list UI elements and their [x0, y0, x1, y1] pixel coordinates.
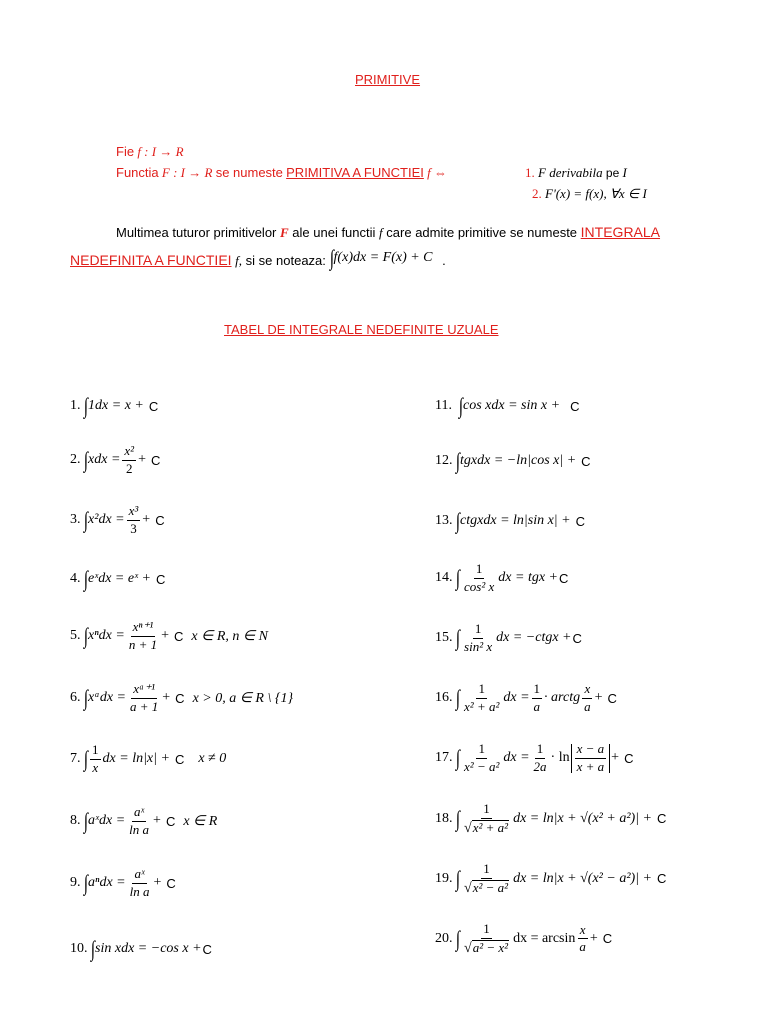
formula-3: 3. ∫ x²dx = $\frac{\text{x³}}{3}$ + C [70, 503, 165, 536]
integral-sign-icon: ∫ [455, 508, 461, 533]
formula-4: 4. ∫ eˣdx = eˣ + C [70, 566, 166, 591]
integral-sign-icon: ∫ [455, 925, 461, 951]
formula-2: 2. ∫ xdx = $\frac{\text{x²}}{2}$ + C [70, 443, 161, 476]
formula-8: 8. ∫ aˣdx = $\frac{\text{aˣ}}{\text{ln a}}$ + C x ∈ R [70, 804, 218, 837]
fraction: $\frac{x}{a}$ [584, 681, 591, 714]
fraction: $\frac{1}{2a}$ [533, 741, 547, 774]
fraction: $\frac{\text{xᵃ⁺¹}}{a + 1}$ [129, 681, 159, 714]
condition-1: 1. F derivabila pe I [525, 165, 627, 180]
formula-19: 19. ∫ 1 √ x² − a² dx = ln|x + √(x² − a²)| + C [435, 861, 667, 896]
fraction: $\frac{1}{a}$ [533, 681, 541, 714]
condition-2: 2. F'(x) = f(x), ∀x ∈ I [532, 186, 647, 201]
fraction: $\frac{x}{a}$ [579, 921, 586, 955]
formula-10: 10. ∫ sin xdx = −cos x + C [70, 936, 212, 961]
integral-sign-icon: ∫ [455, 565, 461, 591]
formula-5: 5. ∫ xⁿdx = $\frac{\text{xⁿ⁺¹}}{n + 1}$ + C x ∈ R, n ∈ N [70, 619, 268, 652]
definition-paragraph-line2: NEDEFINITA A FUNCTIEI f, si se noteaza: ∫ f(x)dx = F(x) + C . [70, 245, 446, 270]
fraction: $\frac{\text{aˣ}}{\text{ln a}}$ [129, 804, 150, 837]
square-root: √ x² + a² [464, 819, 509, 836]
fraction: $\frac{\text{x³}}{3}$ [128, 503, 139, 536]
integral-sign-icon: ∫ [455, 625, 461, 651]
integral-sign-icon: ∫ [83, 393, 89, 418]
formula-12: 12. ∫ tgxdx = −ln|cos x| + C [435, 448, 591, 473]
definition-fie: Fie f : I → R [116, 144, 184, 159]
integral-sign-icon: ∫ [83, 808, 89, 834]
integral-sign-icon: ∫ [83, 566, 89, 591]
fraction: $\frac{x - a}{x + a}$ [576, 741, 605, 774]
formula-16: 16. ∫ $\frac{1}{\text{x² + a²}}$ dx = $\frac{1}{a}$ · arctg $\frac{x}{a}$ + C [435, 681, 617, 714]
integral-sign-icon: ∫ [83, 685, 89, 711]
formula-11: 11. ∫ cos xdx = sin x + C [435, 393, 580, 418]
definition-paragraph-line1: Multimea tuturor primitivelor F ale unei functii f care admite primitive se numeste INTEGRALA [116, 224, 661, 240]
integral-sign-icon: ∫ [83, 623, 89, 649]
formula-6: 6. ∫ xᵃdx = $\frac{\text{xᵃ⁺¹}}{a + 1}$ + C x > 0, a ∈ R \ {1} [70, 681, 294, 714]
fraction: $\frac{\text{aˣ}}{\text{ln a}}$ [129, 866, 150, 899]
fraction: $\frac{\text{xⁿ⁺¹}}{n + 1}$ [128, 619, 158, 652]
integral-sign-icon: ∫ [83, 746, 89, 772]
fraction: $\frac{1}{x}$ [92, 742, 99, 775]
fraction: 1 √ x² + a² [462, 802, 511, 836]
square-root: √ a² − x² [464, 939, 509, 956]
formula-18: 18. ∫ 1 √ x² + a² dx = ln|x + √(x² + a²)| + C [435, 801, 667, 836]
integral-sign-icon: ∫ [83, 870, 89, 896]
formula-20: 20. ∫ 1 √ a² − x² dx = arcsin $\frac{x}{a}$ + C [435, 921, 613, 956]
fraction: 1 √ a² − x² [462, 922, 511, 956]
formula-13: 13. ∫ ctgxdx = ln|sin x| + C [435, 508, 585, 533]
formula-14: 14. ∫ $\frac{1}{\text{cos² x}}$ dx = tgx + C [435, 561, 569, 594]
formula-7: 7. ∫ $\frac{1}{x}$ dx = ln|x| + C x ≠ 0 [70, 742, 227, 775]
page-title: PRIMITIVE [355, 72, 421, 87]
integral-sign-icon: ∫ [455, 448, 461, 473]
fraction: $\frac{1}{\text{x² + a²}}$ [464, 681, 500, 714]
fraction: $\frac{1}{\text{sin² x}}$ [464, 621, 493, 654]
formula-9: 9. ∫ aⁿdx = $\frac{\text{aˣ}}{\text{ln a}}$ + C [70, 866, 176, 899]
integral-sign-icon: ∫ [90, 936, 96, 961]
fraction: $\frac{\text{x²}}{2}$ [124, 443, 135, 476]
square-root: √ x² − a² [464, 879, 509, 896]
fraction: $\frac{1}{\text{x² − a²}}$ [464, 741, 500, 774]
table-title: TABEL DE INTEGRALE NEDEFINITE UZUALE [224, 322, 499, 337]
formula-17: 17. ∫ $\frac{1}{\text{x² − a²}}$ dx = $\frac{1}{2a}$ · ln $\frac{x - a}{x + a}$ + C [435, 741, 634, 774]
formula-15: 15. ∫ $\frac{1}{\text{sin² x}}$ dx = −ctgx + C [435, 621, 582, 654]
definition-functia: Functia F : I → R se numeste PRIMITIVA A FUNCTIEI f ⇔ [116, 165, 447, 180]
integral-sign-icon: ∫ [455, 805, 461, 831]
integral-sign-icon: ∫ [329, 245, 334, 270]
integral-sign-icon: ∫ [458, 393, 464, 418]
integral-sign-icon: ∫ [83, 507, 89, 533]
integral-sign-icon: ∫ [455, 865, 461, 891]
fraction: $\frac{1}{\text{cos² x}}$ [464, 561, 495, 594]
integral-sign-icon: ∫ [455, 745, 461, 771]
integral-sign-icon: ∫ [455, 685, 461, 711]
formula-1: 1. ∫ 1dx = x + C [70, 393, 159, 418]
integral-sign-icon: ∫ [83, 447, 89, 473]
fraction: 1 √ x² − a² [462, 862, 511, 896]
indefinite-integral-notation: ∫ f(x)dx = F(x) + C [329, 245, 433, 270]
